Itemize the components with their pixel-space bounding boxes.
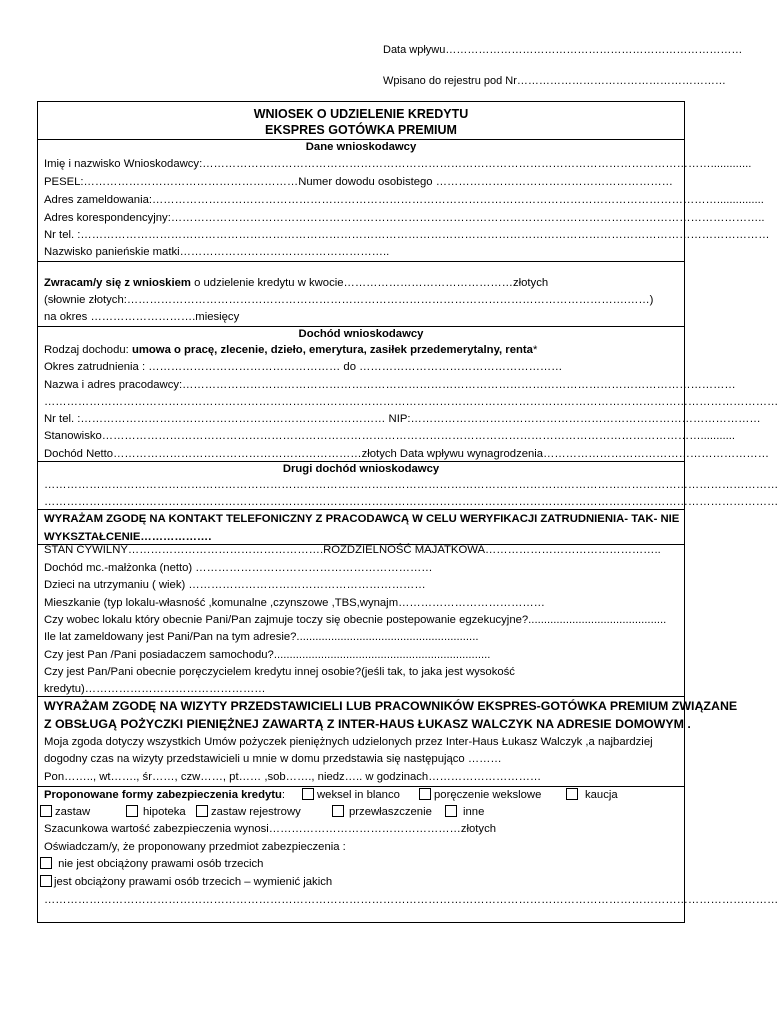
visit-days-field[interactable]: Pon…….., wt……., śr……, czw……, pt…… ,sob……., niedz….. w godzinach………………………… [44, 771, 542, 783]
declaration-text: Oświadczam/y, że proponowany przedmiot zabezpieczenia : [44, 841, 346, 853]
collateral-option-kaucja[interactable] [566, 788, 618, 803]
income-type-star: * [532, 344, 538, 356]
mother-maiden-name-field[interactable]: Nazwisko panieńskie matki……………………………………………….. [44, 246, 390, 258]
visits-consent-text-2[interactable]: dogodny czas na wizyty przedstawicieli u mnie w domu przedstawia się następująco ……… [44, 753, 502, 765]
checkbox[interactable] [445, 805, 457, 817]
checkbox[interactable] [40, 857, 52, 869]
collateral-option-poreczenie[interactable] [419, 788, 541, 803]
collateral-heading-colon: : [281, 789, 286, 801]
form-subtitle: EKSPRES GOTÓWKA PREMIUM [265, 123, 457, 137]
collateral-heading-row [44, 788, 285, 803]
checkbox[interactable] [40, 805, 52, 817]
collateral-option-weksel[interactable] [302, 788, 400, 803]
income-heading: Dochód wnioskodawcy [298, 328, 424, 340]
form-title: WNIOSEK O UDZIELENIE KREDYTU [253, 107, 469, 121]
education-field[interactable]: WYKSZTAŁCENIE………………. [44, 531, 212, 543]
registry-number: Wpisano do rejestru pod Nr………………………………………………… [383, 75, 726, 87]
correspondence-address-field[interactable]: Adres korespondencyjny:………………………………………………………………………………………………………………………………………….. [44, 212, 765, 224]
employer-field[interactable]: Nazwa i adres pracodawcy:………………………………………………………………………………………………………………………………… [44, 379, 736, 391]
collateral-option-hipoteka[interactable] [126, 805, 186, 820]
option-label: weksel in blanco [317, 789, 400, 801]
collateral-value-field[interactable]: Szacunkowa wartość zabezpieczenia wynosi……………………………………………złotych [44, 823, 497, 835]
option-label: poręczenie wekslowe [434, 789, 542, 801]
collateral-option-zastaw-rejestrowy[interactable] [196, 805, 301, 820]
option-label: nie jest obciążony prawami osób trzecich [55, 858, 264, 870]
burdened-details-field[interactable]: …………………………………………………………………………………………………………………………………………………………………………… [44, 894, 778, 906]
position-field[interactable]: Stanowisko……………………………………………………………………………………………………………………………………………........... [44, 430, 736, 442]
option-label: inne [463, 806, 485, 818]
option-label: zastaw [55, 806, 91, 818]
employer-phone-nip-field[interactable]: Nr tel. :……………………………………………………………………… NIP:………………………………………………………………………………… [44, 413, 761, 425]
second-income-line-1[interactable]: …………………………………………………………………………………………………………………………………………………………………………… [44, 479, 778, 491]
employer-field-continued[interactable]: …………………………………………………………………………………………………………………………………………………………………………… [44, 396, 778, 408]
second-income-heading: Drugi dochód wnioskodawcy [282, 463, 440, 475]
housing-field[interactable]: Mieszkanie (typ lokalu-własność ,komunalne ,czynszowe ,TBS,wynajm………………………………… [44, 597, 545, 609]
collateral-option-przewlaszczenie[interactable] [332, 805, 432, 820]
civil-status-field[interactable]: STAN CYWILNY…………………………………………….ROZDZIELNOŚĆ MAJATKOWA……………………………………….. [44, 544, 661, 556]
checkbox[interactable] [419, 788, 431, 800]
checkbox[interactable] [196, 805, 208, 817]
request-bold: Zwracam/y się z wnioskiem [44, 277, 191, 289]
employment-period-field[interactable]: Okres zatrudnienia : …………………………………………… do ……………………………………………… [44, 361, 563, 373]
collateral-option-inne[interactable] [445, 805, 484, 820]
second-income-line-2[interactable]: …………………………………………………………………………………………………………………………………………………………………………… [44, 496, 778, 508]
option-label: jest obciążony prawami osób trzecich – wymienić jakich [54, 876, 333, 888]
employer-contact-consent: WYRAŻAM ZGODĘ NA KONTAKT TELEFONICZNY Z PRACODAWCĄ W CELU WERYFIKACJI ZATRUDNIENIA- TAK- NIE [44, 513, 680, 525]
option-label: zastaw rejestrowy [211, 806, 301, 818]
visits-consent-heading: WYRAŻAM ZGODĘ NA WIZYTY PRZEDSTAWICIELI LUB PRACOWNIKÓW EKSPRES-GOTÓWKA PREMIUM ZWIĄZANE [44, 699, 738, 713]
pesel-id-field[interactable]: PESEL:…………………………………………………Numer dowodu osobistego ……………………………………………………… [44, 176, 673, 188]
amount-in-words-field[interactable]: (słownie złotych:…………………………………………………………………………………………………………………….……) [44, 294, 654, 306]
option-label: hipoteka [143, 806, 186, 818]
checkbox[interactable] [126, 805, 138, 817]
phone-field[interactable]: Nr tel. :………………………………………………………………………………………………………………………………………………………………… [44, 229, 770, 241]
name-field[interactable]: Imię i nazwisko Wnioskodawcy:………………………………………………………………………………………………………………………............. [44, 158, 752, 170]
spouse-income-field[interactable]: Dochód mc.-małżonka (netto) ……………………………………………………… [44, 562, 433, 574]
checkbox[interactable] [332, 805, 344, 817]
residence-years-field[interactable]: Ile lat zameldowany jest Pani/Pan na tym adresie?.......................................................... [44, 631, 479, 643]
option-label: przewłaszczenie [349, 806, 432, 818]
checkbox[interactable] [566, 788, 578, 800]
option-burdened[interactable] [40, 875, 332, 890]
visits-consent-text: Moja zgoda dotyczy wszystkich Umów pożyczek pieniężnych udzielonych przez Inter-Haus Łukasz Walczyk ,a najbardziej [44, 736, 653, 748]
option-label: kaucja [585, 789, 618, 801]
income-type-label: Rodzaj dochodu: [44, 344, 132, 356]
collateral-option-zastaw[interactable] [40, 805, 90, 820]
option-not-burdened[interactable] [40, 857, 263, 872]
request-text: o udzielenie kredytu w kwocie………………………………………złotych [190, 277, 549, 289]
visits-consent-heading-2: Z OBSŁUGĄ POŻYCZKI PIENIĘŻNEJ ZAWARTĄ Z INTER-HAUS ŁUKASZ WALCZYK NA ADRESIE DOMOWYM . [44, 717, 691, 731]
guarantor-field[interactable]: Czy jest Pan/Pani obecnie poręczycielem kredytu innej osobie?(jeśli tak, to jaka jest wysokość [44, 666, 515, 678]
address-field[interactable]: Adres zameldowania:……………………………………………………………………………………………………………………………………............... [44, 194, 764, 206]
children-field[interactable]: Dzieci na utrzymaniu ( wiek) ……………………………………………………… [44, 579, 426, 591]
collateral-heading: Proponowane formy zabezpieczenia kredytu [44, 789, 282, 801]
checkbox[interactable] [302, 788, 314, 800]
loan-period-field[interactable]: na okres ……………………….miesięcy [44, 311, 240, 323]
net-income-field[interactable]: Dochód Netto…………………………………………………………złotych Data wpływu wynagrodzenia…………………………………………………… [44, 448, 770, 460]
enforcement-field[interactable]: Czy wobec lokalu który obecnie Pani/Pan zajmuje toczy się obecnie postepowanie egzekucyjne?............................................ [44, 614, 667, 626]
applicant-heading: Dane wnioskodawcy [305, 141, 417, 153]
car-owner-field[interactable]: Czy jest Pan /Pani posiadaczem samochodu?..................................................................... [44, 649, 491, 661]
guarantor-field-continued[interactable]: kredytu)………………………………………… [44, 683, 266, 695]
application-form [37, 101, 778, 923]
checkbox[interactable] [40, 875, 52, 887]
credit-amount-field[interactable] [44, 276, 548, 291]
date-received: Data wpływu……………………………………………………………………… [383, 44, 743, 56]
income-type-values: umowa o pracę, zlecenie, dzieło, emerytura, zasiłek przedemerytalny, renta [131, 344, 533, 356]
income-type [44, 343, 537, 358]
